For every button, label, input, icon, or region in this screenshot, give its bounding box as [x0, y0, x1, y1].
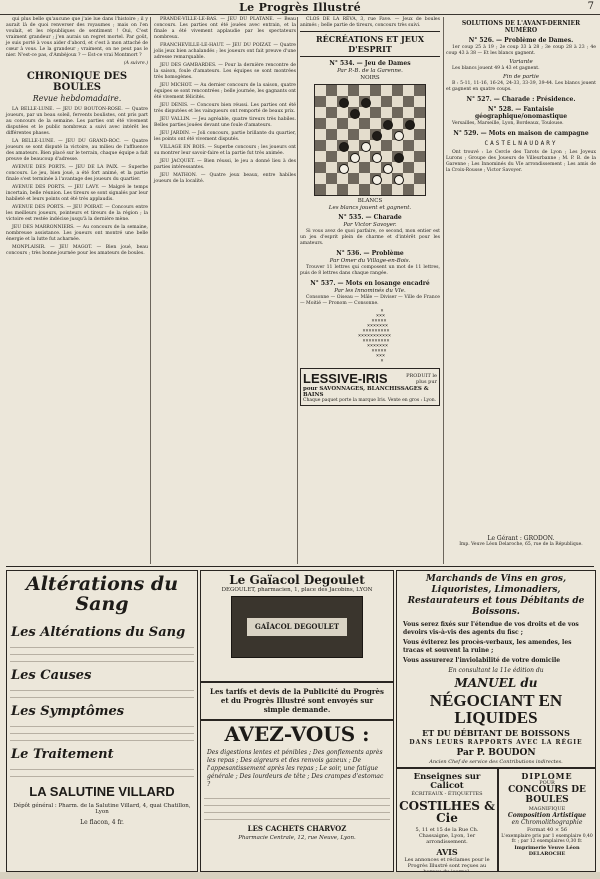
board-square [392, 162, 403, 173]
printer-imprint: Imp. Veuve Léon Delaroche, 65, rue de la République. [459, 542, 583, 547]
board-square [392, 184, 403, 195]
article-paragraph: AVENUE DES PORTS. — JEU DE LA PAIX. — Superbe concours. Le jeu, bien joué, a été fort animé, et la partie finale s'est terminée à l'avantage des joueurs du quartier. [6, 165, 148, 182]
article-paragraph: LA BELLE-LUNE. — JEU DU BOUTON-ROSE. — Quatre joueurs, par un beau soleil, fervents boulistes, ont pris part au concours de la semaine. Les parties ont été vivement disputées et le public nombreux a suivi avec intérêt les différentes phases. [6, 107, 148, 136]
white-piece [394, 175, 404, 185]
board-square [414, 96, 425, 107]
black-piece [339, 98, 349, 108]
board-square [403, 85, 414, 96]
white-piece [383, 164, 393, 174]
chronique-title: CHRONIQUE DES BOULES [26, 71, 128, 93]
article-paragraph: JEU DES MARRONNIERS. — Au concours de la semaine, nombreuse assistance. Les joueurs ont montré une belle énergie et la lutte fut acharnée. [6, 225, 148, 242]
board-square [403, 107, 414, 118]
chronique-subtitle: Revue hebdomadaire. [32, 94, 122, 103]
board-caption: Les blancs jouent et gagnent. [328, 205, 412, 211]
board-square [392, 85, 403, 96]
article-paragraph: AVENUE DES PORTS. — JEU POIRAT. — Concours entre les meilleurs joueurs, pointeurs et tireurs de la région ; la victoire est restée indécise jusqu'à la dernière mène. [6, 205, 148, 222]
black-piece [372, 131, 382, 141]
board-square [326, 184, 337, 195]
recreations-title: RÉCRÉATIONS ET JEUX D'ESPRIT [300, 31, 440, 57]
board-square [414, 140, 425, 151]
board-label-top: NOIRS [360, 75, 380, 81]
board-square [370, 162, 381, 173]
board-square [315, 140, 326, 151]
board-square [348, 96, 359, 107]
solutions-title: SOLUTIONS DE L'AVANT-DERNIER NUMÉRO [461, 20, 581, 34]
board-square [337, 107, 348, 118]
board-square [326, 85, 337, 96]
column-chronique-continued [154, 17, 296, 564]
white-piece [372, 175, 382, 185]
problem-title: N° 537. — Mots en losange encadré [310, 280, 430, 287]
article-paragraph: VILLAGE EN BOIS. — Superbe concours ; les joueurs ont su montrer leur savoir-faire et la partie fut très animée. [154, 145, 296, 156]
board-square [326, 118, 337, 129]
black-piece [405, 120, 415, 130]
black-piece [394, 153, 404, 163]
board-square [414, 151, 425, 162]
board-square [315, 173, 326, 184]
board-square [315, 85, 326, 96]
board-square [326, 129, 337, 140]
article-paragraph: LA BELLE-LUNE. — JEU DU GRAND-ROC. — Quatre joueurs se sont disputé la victoire, au milieu de l'affluence des amateurs. Bien placé sur le terrain, chaque équipe a fait preuve de beaucoup d'adresse. [6, 139, 148, 162]
board-square [359, 118, 370, 129]
column-rule [150, 17, 151, 564]
board-square [315, 162, 326, 173]
ad-avez-vous: AVEZ-VOUS : Des digestions lentes et pénibles ; Des gonflements après les repas ; Des aigreurs et des renvois gazeux ; De l'appesantissement après les repas ; Le soir, une fatigue générale ; Des lourdeurs de tête ; Des crampes d'estomac ? LES CACHETS CHARVOZ Pharmacie Centrale, 12, rue Neuve, Lyon. [200, 720, 394, 872]
board-square [414, 184, 425, 195]
page-header [0, 0, 600, 15]
board-square [392, 107, 403, 118]
board-square [403, 162, 414, 173]
gerant-signature: Le Gérant : GRODON. [487, 535, 555, 542]
negociant-title: NÉGOCIANT EN LIQUIDES [429, 690, 563, 728]
losange-grid: × ××× ××××× ××××××× ××××××××× ××××××××××× ××××××××× ××××××× ××××× ××× × [357, 308, 392, 364]
board-square [414, 107, 425, 118]
board-square [392, 140, 403, 151]
problem-title: N° 535. — Charade [338, 214, 402, 221]
article-paragraph: AVENUE DES PORTS. — JEU LAVY. — Malgré le temps incertain, belle réunion. Les tireurs se sont signalés par leur habileté et leurs points ont été très applaudis. [6, 185, 148, 202]
board-square [414, 118, 425, 129]
board-square [348, 129, 359, 140]
board-square [359, 129, 370, 140]
board-square [315, 184, 326, 195]
page-bottom-edge [0, 872, 600, 879]
article-paragraph: CLOS DE LA RÉVA, 3, rue Fave. — Jeux de boules animés ; belle partie de tireurs, concours très suivi. [300, 17, 440, 28]
board-square [381, 151, 392, 162]
serial-ending: qui plus belle qu'aucune que j'aie lue dans l'histoire ; il y aurait là de quoi renverser des royaumes ; mais on l'en voulait, et les républiques de sentiment ! Oui, C'est vraiment grandeur ; j'en aurais un regret mortel. Par goût, je suis porté à vous aider d'abord, et c'est à mon attaché de cœur à vous. Le la grandeur ; vraiment, on ne peut pas le nier. N'est-ce pas, d'Ambèjoux ? — Est-ce vrai Montmort ? (A suivre.) [6, 17, 148, 66]
white-piece [361, 142, 371, 152]
board-square [403, 140, 414, 151]
costilhes-brand: COSTILHES & Cie [399, 798, 495, 826]
column-chronique [6, 17, 148, 564]
board-square [392, 118, 403, 129]
board-square [359, 85, 370, 96]
column-solutions: SOLUTIONS DE L'AVANT-DERNIER NUMÉRO N° 526. — Problème de Dames. 1er coup 25 à 19 ; 2e coup 33 à 28 ; 3e coup 28 à 23 ; 4e coup 43 à 38 — Et les blancs gagnent. Variante Les blancs jouent 49 à 43 et gagnent. Fin de partie B : 5-11, 11-16, 16-24, 24-33, 33-39, 39-44. Les blancs jouent et gagnent en quatre coups. N° 527. — Charade : Présidence. N° 528. — Fantaisie géographique/onomastique Versailles, Marseille, Lyon, Bordeaux, Toulouse. N° 529. — Mots en maison de campagne CASTELNAUDARY Ont trouvé : Le Cercle des Tarots de Lyon ; Les Joyeux Lurons ; Groupe des Joueurs de Villeurbanne ; M. P. B. de la Garenne ; Les Innominés du VIe arrondissement ; Les amis de la Croix-Rousse ; Victor Savoyer. Le Gérant : GRODON. Imp. Veuve Léon Delaroche, 65, rue de la République. [446, 20, 596, 547]
board-square [326, 96, 337, 107]
checkers-board [314, 84, 426, 196]
column-recreations: CLOS DE LA RÉVA, 3, rue Fave. — Jeux de boules animés ; belle partie de tireurs, concours très suivi. RÉCRÉATIONS ET JEUX D'ESPRIT N° 534. — Jeu de Dames Par P.-B. de la Garenne. NOIRS BLANCS Les blancs jouent et gagnent. N° 535. — Charade Par Victor Savoyer. Si vous avez de quoi parfaire, ce second, mon entier est un jeu d'esprit plein de charme et d'intérêt pour les amateurs. N° 536. — Problème Par Omer du Village-en-Bois. Trouver 11 lettres qui composent un mot de 11 lettres, puis de 8 lettres dans chaque rangée. N° 537. — Mots en losange encadré Par les Innominés du VIe. Consonne — Oiseau — Mâle — Diviser — Ville de France — Moitié — Pronom — Consonne. × ××× ××××× ××××××× ××××××××× ××××××××××× ××××××××× ××××××× ××××× ××× × LESSIVE-IRIS PRODUIT le plus pur pour SAVONNAGES, BLANCHISSAGES & BAINS Chaque paquet porte la marque Iris. Vente en gros : Lyon. [300, 17, 440, 564]
board-square [315, 118, 326, 129]
ad-enseignes-costilhes: Enseignes sur Calicot ÉCRITEAUX - ÉTIQUETTES COSTILHES & Cie 5, 11 et 15 de la Rue Ch. Chassaigne, Lyon, 1er arrondissement. AVIS Les annonces et réclames pour le Progrès Illustré sont reçues au [396, 768, 498, 872]
board-square [359, 173, 370, 184]
board-square [392, 96, 403, 107]
ad-alterations-du-sang: Altérations du Sang Les Altérations du Sang Les Causes Les Symptômes Le Traitement LA SALUTINE VILLARD Dépôt général : Pharm. de la Salutine Villard, 4, quai Chatillon, Lyon Le flacon, 4 fr. [6, 570, 198, 872]
board-label-bottom: BLANCS [357, 198, 383, 204]
board-square [370, 96, 381, 107]
board-square [403, 173, 414, 184]
board-square [315, 151, 326, 162]
article-paragraph: JEU MATHON. — Quatre jeux beaux, entre habiles joueurs de la localité. [154, 173, 296, 184]
white-piece [372, 153, 382, 163]
article-paragraph: JEU MICHOT. — Au dernier concours de la saison, quatre équipes se sont rencontrées ; belle journée, les gagnants ont été vivement félicités. [154, 83, 296, 100]
board-square [337, 151, 348, 162]
board-square [348, 162, 359, 173]
white-piece [350, 153, 360, 163]
page-number: 7 [587, 1, 594, 12]
board-square [348, 184, 359, 195]
black-piece [339, 142, 349, 152]
board-square [414, 85, 425, 96]
board-square [359, 107, 370, 118]
ad-tarifs-publicite: Les tarifs et devis de la Publicité du Progrès et du Progrès Illustré sont envoyés sur simple demande. [200, 682, 394, 720]
article-paragraph: MONPLAISIR. — JEU MAGOT. — Bien joué, beau concours ; très bonne journée pour les amateurs de boules. [6, 245, 148, 256]
newspaper-title: Le Progrès Illustré [239, 1, 361, 14]
problem-title: N° 536. — Problème [336, 250, 404, 257]
board-square [348, 85, 359, 96]
board-square [381, 129, 392, 140]
black-piece [383, 120, 393, 130]
board-square [370, 140, 381, 151]
board-square [348, 118, 359, 129]
white-piece [339, 164, 349, 174]
column-rule [297, 17, 298, 564]
board-square [403, 96, 414, 107]
board-square [348, 140, 359, 151]
board-square [326, 107, 337, 118]
board-square [315, 96, 326, 107]
board-square [315, 129, 326, 140]
solution-heading: N° 526. — Problème de Dames. [468, 37, 574, 44]
board-square [381, 140, 392, 151]
article-paragraph: PRANDE-VILLE-LE-BAS. — JEU DU PLATANE. — Beau concours. Les parties ont été jouées avec entrain, et la finale a été vivement applaudie par les spectateurs nombreux. [154, 17, 296, 40]
board-square [326, 162, 337, 173]
ad-negociant-liquides: Marchands de Vins en gros, Liquoristes, Limonadiers, Restaurateurs et tous Débitants de Boissons. Vous serez fixés sur l'étendue de vos droits et de vos devoirs vis-à-vis des agents du fisc ; Vous éviterez les procès-verbaux, les amendes, les tracas et souvent la ruine ; Vous assurerez l'inviolabilité de votre domicile En consultant la 11e édition du MANUEL du NÉGOCIANT EN LIQUIDES ET DU DÉBITANT DE BOISSONS DANS LEURS RAPPORTS AVEC LA RÉGIE Par P. BOUDON Ancien Chef de service des Contributions indirectes. [396, 570, 596, 768]
ads-divider [6, 566, 594, 567]
board-square [370, 107, 381, 118]
board-square [315, 107, 326, 118]
lessive-brand: LESSIVE-IRIS [303, 371, 388, 386]
board-square [359, 162, 370, 173]
solution-heading: N° 528. — Fantaisie géographique/onomastique [474, 106, 568, 120]
board-square [381, 107, 392, 118]
board-square [403, 151, 414, 162]
solution-heading: N° 529. — Mots en maison de campagne [453, 130, 589, 137]
article-paragraph: JEU JACQUET. — Bien réussi, le jeu a donné lieu à des parties intéressantes. [154, 159, 296, 170]
black-piece [350, 109, 360, 119]
article-paragraph: FRANCHEVILLE-LE-HAUT. — JEU DU POIZAT. — Quatre jolis jeux bien achalandés ; les joueurs ont fait preuve d'une adresse remarquable. [154, 43, 296, 60]
ad-gaiacol-degoulet: Le Gaïacol Degoulet DEGOULET, pharmacien, 1, place des Jacobins, LYON GAÏACOL DEGOULET [200, 570, 394, 682]
board-square [326, 140, 337, 151]
board-square [403, 129, 414, 140]
article-paragraph: JEU DES GAMBARDES. — Pour la dernière rencontre de la saison, foule d'amateurs. Les équipes se sont montrées très homogènes. [154, 63, 296, 80]
board-square [359, 184, 370, 195]
salutine-brand: LA SALUTINE VILLARD [29, 783, 175, 799]
white-piece [394, 131, 404, 141]
board-square [337, 85, 348, 96]
product-box-image: GAÏACOL DEGOULET [231, 596, 363, 658]
article-paragraph: JEU DENIS. — Concours bien réussi. Les parties ont été très disputées et les vainqueurs ont remporté de beaux prix. [154, 103, 296, 114]
article-paragraph: JEU VALLIN. — Jeu agréable, quatre tireurs très habiles. Belles parties jouées devant une foule d'amateurs. [154, 117, 296, 128]
solution-heading: N° 527. — Charade : Présidence. [466, 96, 576, 103]
board-square [348, 173, 359, 184]
board-square [359, 151, 370, 162]
board-square [414, 173, 425, 184]
chronique-entries [6, 107, 148, 257]
board-square [370, 85, 381, 96]
problem-title: N° 534. — Jeu de Dames [329, 60, 411, 67]
board-square [370, 118, 381, 129]
black-piece [361, 98, 371, 108]
board-square [403, 184, 414, 195]
board-square [326, 173, 337, 184]
board-square [326, 151, 337, 162]
board-square [381, 96, 392, 107]
board-square [370, 184, 381, 195]
board-square [414, 162, 425, 173]
lessive-iris-ad: LESSIVE-IRIS PRODUIT le plus pur pour SAVONNAGES, BLANCHISSAGES & BAINS Chaque paquet porte la marque Iris. Vente en gros : Lyon. [300, 368, 440, 406]
board-square [337, 173, 348, 184]
board-square [381, 85, 392, 96]
article-paragraph: JEU JARDIN. — Joli concours, partie brillante du quartier, les points ont été vivement disputés. [154, 131, 296, 142]
column-rule [443, 17, 444, 564]
board-square [381, 184, 392, 195]
letter-grid: CASTELNAUDARY [484, 140, 558, 147]
ad-diplome-boules: DIPLOME POUR CONCOURS DE BOULES MAGNIFIQUE Composition Artistique en Chromolithographie Format 40 × 56 L'exemplaire pris par 1 exemplaire 0,40 fr. ; par 12 exemplaires 0,30 fr. Imprimerie Veuve Léon DELAROCHE [498, 768, 596, 872]
board-square [337, 184, 348, 195]
board-square [337, 129, 348, 140]
board-square [381, 173, 392, 184]
board-square [414, 129, 425, 140]
board-square [337, 118, 348, 129]
